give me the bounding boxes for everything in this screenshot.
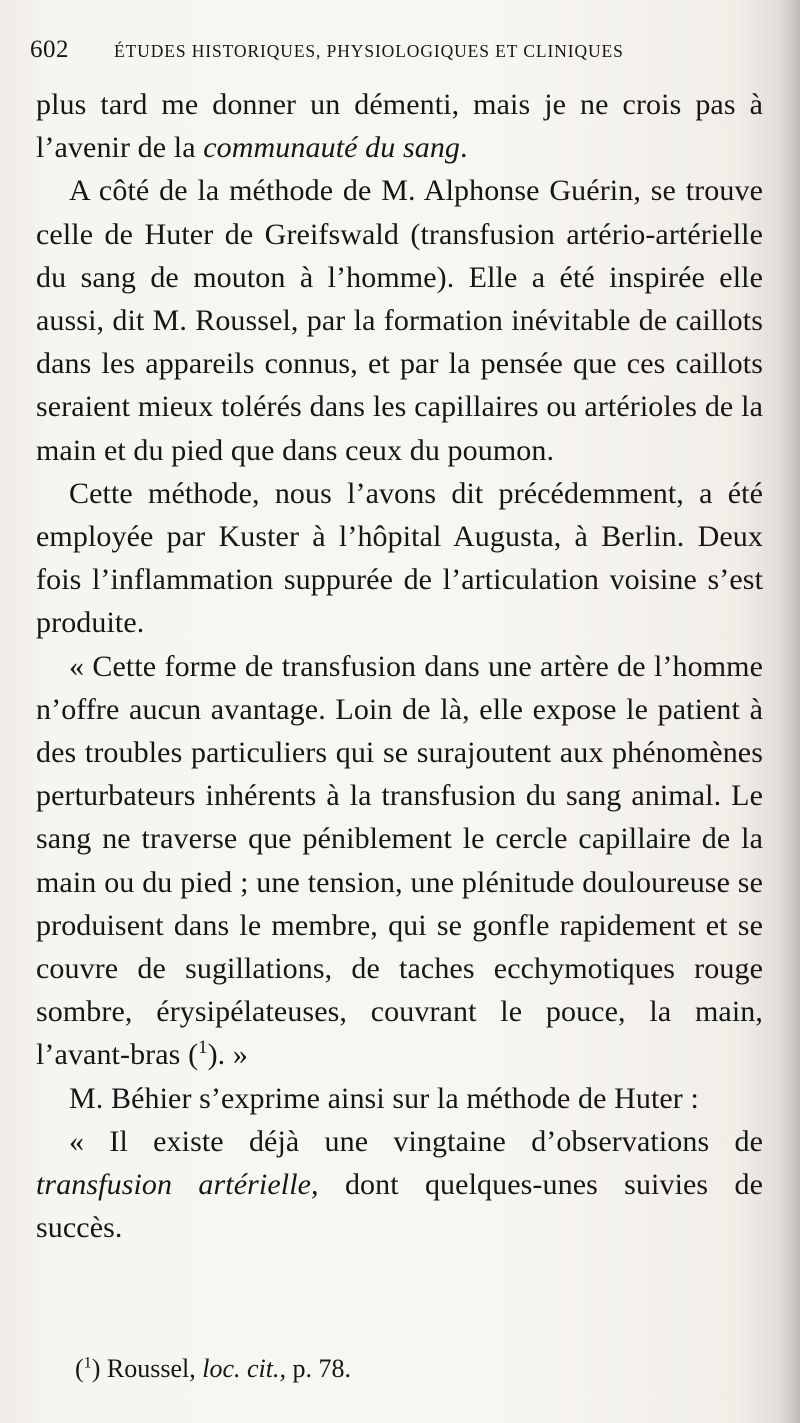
italic-phrase-2: transfusion artérielle, — [36, 1168, 319, 1202]
paragraph-6-end: dont quelques-unes suivies de succès. — [36, 1168, 763, 1245]
footnote — [75, 1354, 351, 1384]
paragraph-1-end: . — [460, 131, 468, 165]
footnote-ref-close: ) — [207, 1038, 218, 1072]
page-header — [30, 36, 770, 76]
paragraph-6 — [36, 1120, 763, 1250]
footnote-open: ( — [75, 1354, 84, 1383]
footnote-author: Roussel, — [100, 1354, 203, 1383]
paragraph-1-text: plus tard me donner un démenti, mais je ne crois pas à l’avenir de la — [36, 88, 763, 165]
paragraph-5: M. Béhier s’exprime ainsi sur la méthode de Huter : — [69, 1081, 699, 1115]
paragraph-3: Cette méthode, nous l’avons dit précédemment, a été employée par Kuster à l’hôpital Augusta, à Berlin. Deux fois l’inflammation suppurée de l’articulation voisine s’est produite. — [36, 476, 763, 640]
paragraph-2: A côté de la méthode de M. Alphonse Guérin, se trouve celle de Huter de Greifswald (transfusion artério-artérielle du sang de mouton à l’homme). Elle a été inspirée elle aussi, dit M. Roussel, par la formation inévitable de caillots dans les appareils connus, et par la pensée que ces caillots seraient mieux tolérés dans les capillaires ou artérioles de la main et du pied que dans ceux du poumon. — [36, 174, 763, 467]
quotation-text: « Cette forme de transfusion dans une artère de l’homme n’offre aucun avantage. Loin de là, elle expose le patient à des troubles particuliers qui se surajoutent aux phénomènes perturbateurs inhérents à la transfusion du sang animal. Le sang ne traverse que péniblement le cercle capillaire de la main ou du pied ; une tension, une plénitude douloureuse se produisent dans le membre, qui se gonfle rapidement et se couvre de sugillations, de taches ecchymotiques rouge sombre, érysipélateuses, couvrant le pouce, la main, l’avant-bras — [36, 649, 763, 1072]
footnote-page: p. 78. — [286, 1354, 352, 1383]
quotation-end: . » — [217, 1038, 248, 1072]
paragraph-1 — [36, 83, 763, 169]
footnote-close: ) — [91, 1354, 101, 1383]
italic-phrase: communauté du sang — [203, 131, 461, 165]
running-head: ÉTUDES HISTORIQUES, PHYSIOLOGIQUES ET CLINIQUES — [114, 41, 624, 61]
footnote-mark: 1 — [83, 1354, 92, 1372]
body-text — [36, 83, 763, 1249]
page-edge-shadow — [778, 0, 800, 1423]
page-number: 602 — [30, 36, 69, 63]
footnote-reference: 1 — [198, 1037, 208, 1059]
paragraph-6-text: « Il existe déjà une vingtaine d’observations de — [69, 1124, 763, 1158]
footnote-citation: loc. cit., — [202, 1354, 287, 1383]
paragraph-4 — [36, 645, 763, 1077]
footnote-ref-open: ( — [188, 1038, 199, 1072]
